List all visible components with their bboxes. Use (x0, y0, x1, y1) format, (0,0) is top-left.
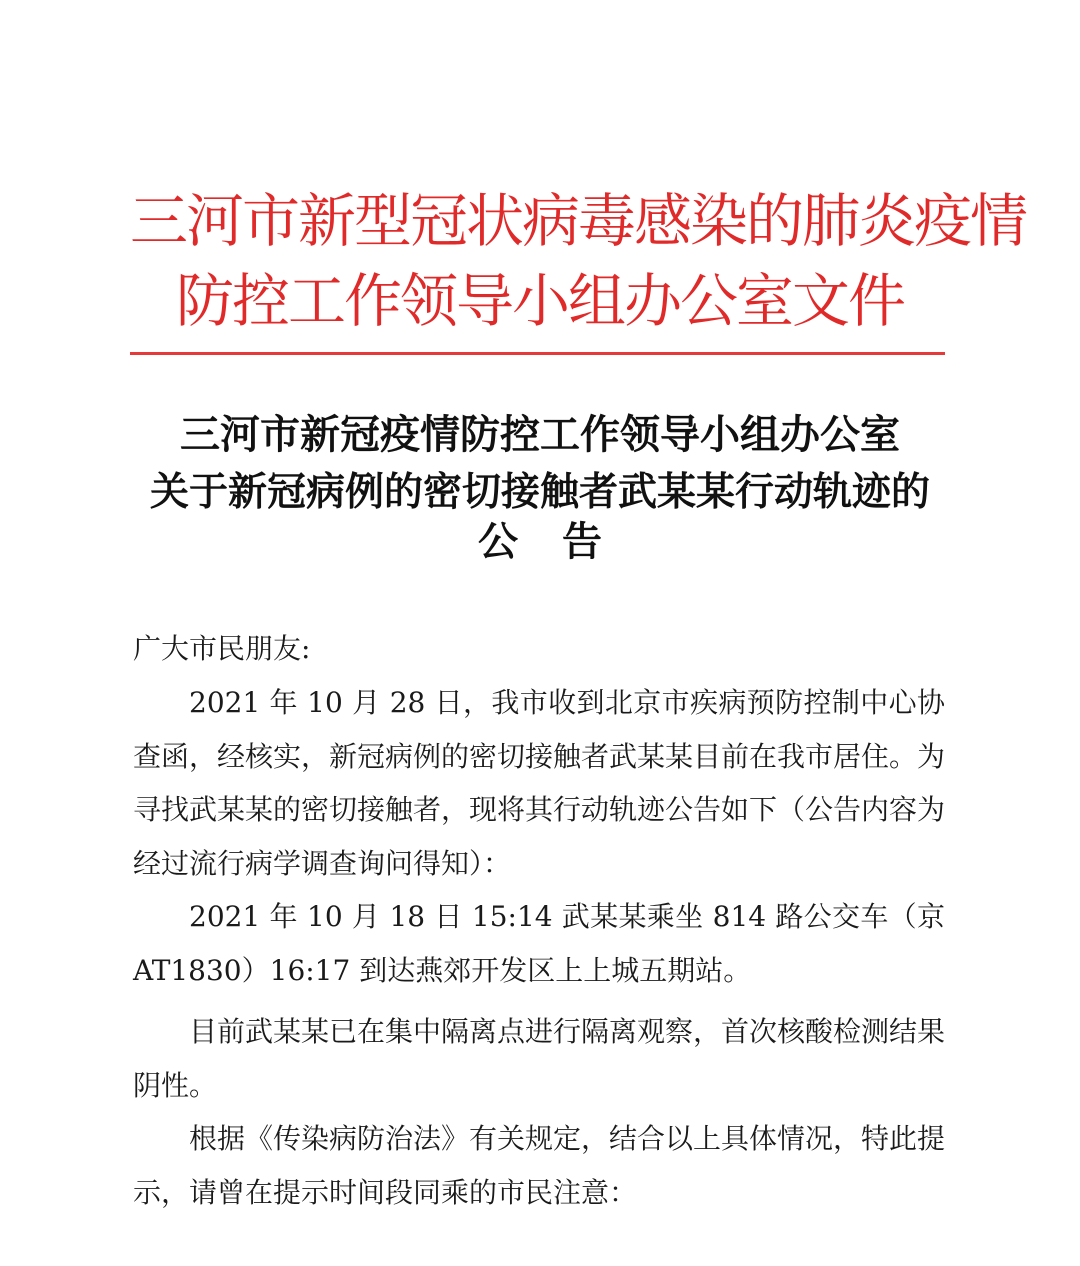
red-separator-line (130, 352, 945, 355)
notice-title-line-1: 三河市新冠疫情防控工作领导小组办公室 (180, 412, 900, 458)
body-paragraph-3: 目前武某某已在集中隔离点进行隔离观察，首次核酸检测结果阴性。 (133, 1015, 946, 1102)
notice-title-line-2: 关于新冠病例的密切接触者武某某行动轨迹的 (149, 470, 930, 515)
letterhead-line-2: 防控工作领导小组办公室文件 (175, 267, 904, 335)
notice-title-line-3: 公告 (478, 519, 646, 565)
body-paragraph-1: 2021 年 10 月 28 日，我市收到北京市疾病预防控制中心协查函，经核实，新冠病例的密切接触者武某某目前在我市居住。为寻找武某某的密切接触者，现将其行动轨迹公告如下（公告内容为经过流行病学调查询问得知）： (133, 686, 946, 880)
body-paragraph-4: 根据《传染病防治法》有关规定，结合以上具体情况，特此提示，请曾在提示时间段同乘的市民注意： (133, 1122, 946, 1209)
body-paragraph-2: 2021 年 10 月 18 日 15:14 武某某乘坐 814 路公交车（京 AT1830）16:17 到达燕郊开发区上上城五期站。 (133, 900, 945, 987)
salutation: 广大市民朋友: (133, 632, 311, 665)
letterhead-line-1: 三河市新型冠状病毒感染的肺炎疫情 (130, 187, 1027, 255)
